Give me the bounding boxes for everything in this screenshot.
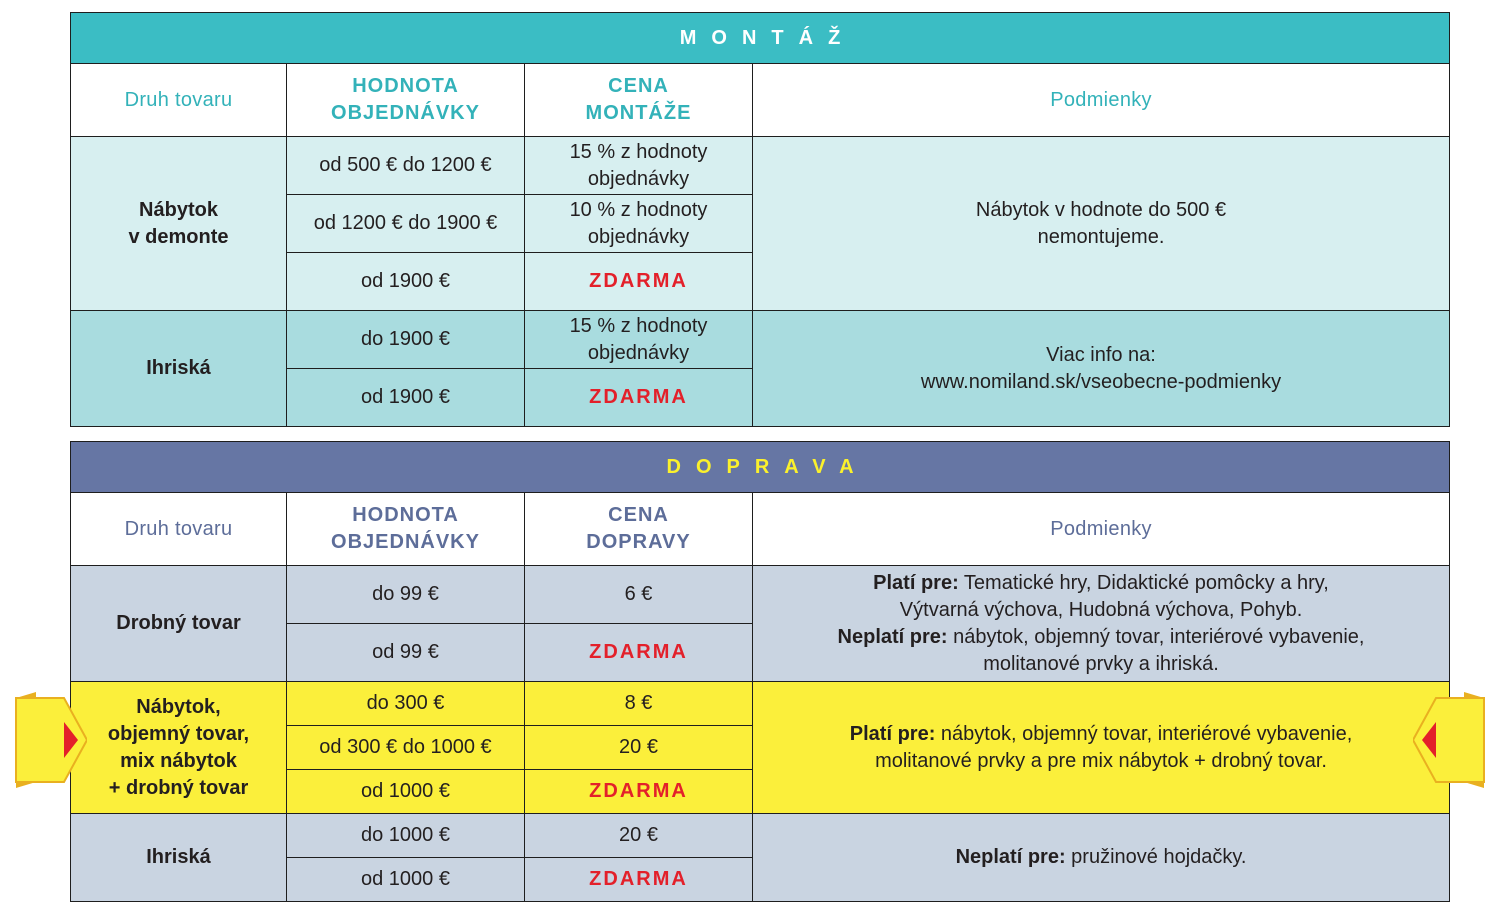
header-price-line1: CENA bbox=[608, 75, 669, 97]
conditions-cell bbox=[753, 137, 1450, 311]
value-cell: od 99 € bbox=[287, 624, 525, 682]
value-cell: od 1000 € bbox=[287, 770, 525, 814]
conditions-line: Nábytok v hodnote do 500 € bbox=[975, 198, 1227, 221]
value-cell: od 1000 € bbox=[287, 858, 525, 902]
price-cell: 20 € bbox=[525, 814, 753, 858]
value-cell: do 1900 € bbox=[287, 311, 525, 369]
header-value-line2: OBJEDNÁVKY bbox=[331, 102, 480, 124]
goods-cell bbox=[71, 137, 287, 311]
goods-line: mix nábytok bbox=[120, 749, 237, 772]
price-cell: 6 € bbox=[525, 566, 753, 624]
goods-cell: Ihriská bbox=[71, 311, 287, 427]
price-cell bbox=[525, 137, 753, 195]
value-cell: od 500 € do 1200 € bbox=[287, 137, 525, 195]
doprava-title: DOPRAVA bbox=[71, 442, 1450, 493]
conditions-line: molitanové prvky a ihriská. bbox=[983, 652, 1219, 675]
price-line: objednávky bbox=[587, 225, 690, 248]
ribbon-right-icon bbox=[1413, 692, 1488, 788]
ribbon-left-icon bbox=[12, 692, 87, 788]
header-price-line2: MONTÁŽE bbox=[585, 102, 692, 124]
price-line: 15 % z hodnoty bbox=[569, 314, 708, 337]
header-price-line1: CENA bbox=[608, 504, 669, 526]
header-price-line2: DOPRAVY bbox=[586, 531, 691, 553]
price-cell: 20 € bbox=[525, 726, 753, 770]
doprava-header-conditions: Podmienky bbox=[753, 493, 1450, 566]
conditions-cell bbox=[753, 311, 1450, 427]
table-row bbox=[71, 137, 1450, 195]
montaz-header-row bbox=[71, 64, 1450, 137]
montaz-header-conditions: Podmienky bbox=[753, 64, 1450, 137]
price-cell bbox=[525, 195, 753, 253]
montaz-header-goods: Druh tovaru bbox=[71, 64, 287, 137]
price-free-badge: ZDARMA bbox=[525, 858, 753, 902]
conditions-link[interactable]: www.nomiland.sk/vseobecne-podmienky bbox=[920, 370, 1282, 393]
montaz-header-value bbox=[287, 64, 525, 137]
value-cell: od 1900 € bbox=[287, 369, 525, 427]
conditions-line: pružinové hojdačky. bbox=[1065, 846, 1247, 868]
value-cell: do 99 € bbox=[287, 566, 525, 624]
price-free-badge: ZDARMA bbox=[525, 253, 753, 311]
goods-line: v demonte bbox=[128, 225, 229, 248]
header-value-line1: HODNOTA bbox=[352, 504, 459, 526]
conditions-cell bbox=[753, 814, 1450, 902]
applies-label: Platí pre: bbox=[849, 722, 936, 745]
conditions-cell bbox=[753, 566, 1450, 682]
doprava-table bbox=[70, 441, 1450, 902]
price-line: objednávky bbox=[587, 167, 690, 190]
montaz-title: MONTÁŽ bbox=[71, 13, 1450, 64]
price-cell: 8 € bbox=[525, 682, 753, 726]
conditions-line: nábytok, objemný tovar, interiérové vybavenie, bbox=[947, 625, 1365, 648]
table-row bbox=[71, 566, 1450, 624]
not-applies-label: Neplatí pre: bbox=[955, 846, 1066, 868]
table-row bbox=[71, 814, 1450, 858]
conditions-line: nemontujeme. bbox=[1037, 225, 1165, 248]
goods-line: Nábytok, bbox=[136, 695, 221, 718]
montaz-table bbox=[70, 12, 1450, 427]
header-value-line2: OBJEDNÁVKY bbox=[331, 531, 480, 553]
value-cell: od 300 € do 1000 € bbox=[287, 726, 525, 770]
goods-cell: Ihriská bbox=[71, 814, 287, 902]
not-applies-label: Neplatí pre: bbox=[837, 625, 948, 648]
conditions-line: nábytok, objemný tovar, interiérové vybavenie, bbox=[935, 722, 1353, 745]
price-free-badge: ZDARMA bbox=[525, 770, 753, 814]
value-cell: do 300 € bbox=[287, 682, 525, 726]
table-row bbox=[71, 311, 1450, 369]
conditions-line: molitanové prvky a pre mix nábytok + drobný tovar. bbox=[875, 749, 1327, 772]
goods-line: Nábytok bbox=[139, 198, 218, 221]
doprava-header-row bbox=[71, 493, 1450, 566]
doprava-header-price bbox=[525, 493, 753, 566]
price-line: 15 % z hodnoty bbox=[569, 140, 708, 163]
price-cell bbox=[525, 311, 753, 369]
value-cell: od 1900 € bbox=[287, 253, 525, 311]
applies-label: Platí pre: bbox=[873, 571, 959, 594]
table-row bbox=[71, 682, 1450, 726]
conditions-line: Tematické hry, Didaktické pomôcky a hry, bbox=[958, 571, 1329, 594]
goods-line: objemný tovar, bbox=[107, 722, 250, 745]
value-cell: od 1200 € do 1900 € bbox=[287, 195, 525, 253]
header-value-line1: HODNOTA bbox=[352, 75, 459, 97]
price-line: 10 % z hodnoty bbox=[569, 198, 708, 221]
price-free-badge: ZDARMA bbox=[525, 624, 753, 682]
conditions-line: Viac info na: bbox=[1046, 343, 1156, 366]
goods-cell bbox=[71, 682, 287, 814]
price-free-badge: ZDARMA bbox=[525, 369, 753, 427]
price-line: objednávky bbox=[587, 341, 690, 364]
value-cell: do 1000 € bbox=[287, 814, 525, 858]
goods-cell: Drobný tovar bbox=[71, 566, 287, 682]
conditions-cell bbox=[753, 682, 1450, 814]
doprava-header-goods: Druh tovaru bbox=[71, 493, 287, 566]
montaz-header-price bbox=[525, 64, 753, 137]
goods-line: + drobný tovar bbox=[108, 776, 249, 799]
doprava-header-value bbox=[287, 493, 525, 566]
conditions-line: Výtvarná výchova, Hudobná výchova, Pohyb. bbox=[899, 598, 1303, 621]
